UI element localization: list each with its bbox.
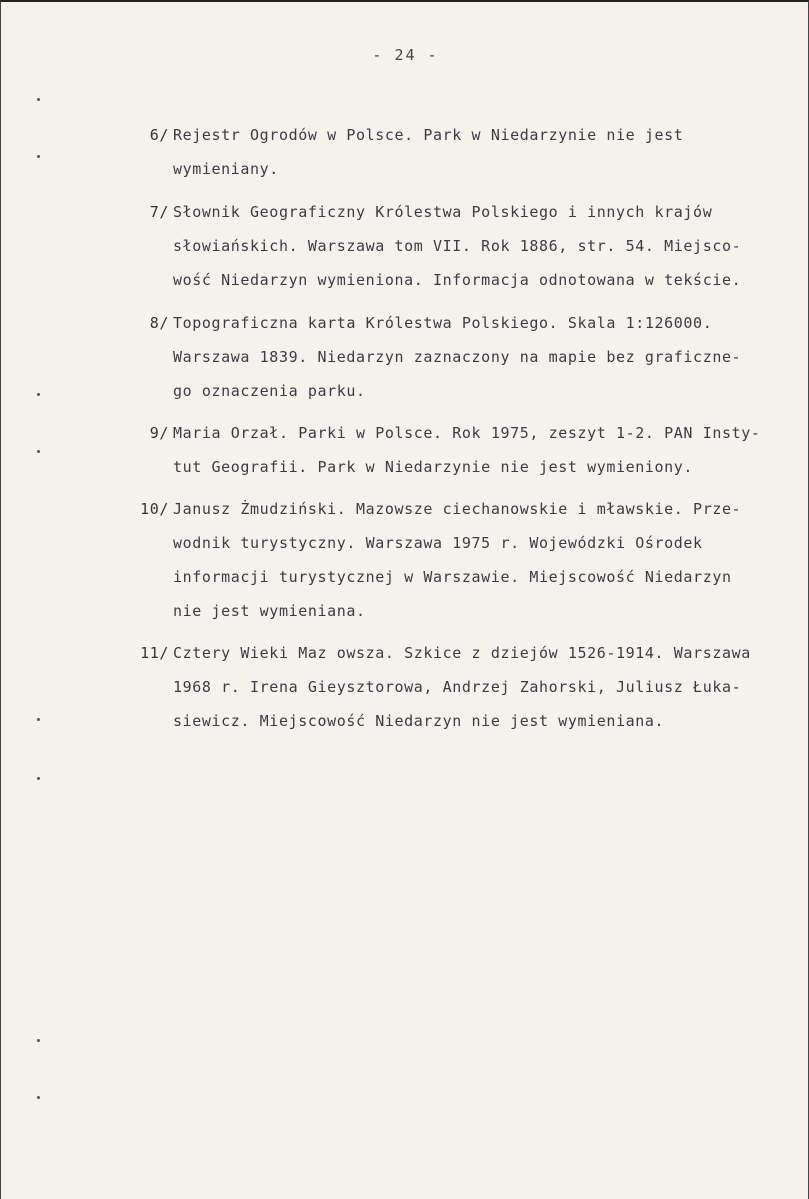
bibliography-entry-8 bbox=[121, 306, 791, 408]
entry-number: 6/ bbox=[149, 126, 169, 144]
entry-number: 9/ bbox=[149, 424, 169, 442]
entry-text-line: Rejestr Ogrodów w Polsce. Park w Niedarzynie nie jest bbox=[173, 126, 684, 144]
entry-text-line: Maria Orzał. Parki w Polsce. Rok 1975, zeszyt 1-2. PAN Insty- bbox=[173, 424, 761, 442]
entry-text-line: siewicz. Miejscowość Niedarzyn nie jest wymieniana. bbox=[173, 712, 665, 730]
entry-text-line: wymieniany. bbox=[173, 160, 279, 178]
bibliography-entry-6 bbox=[121, 118, 791, 186]
scan-speck bbox=[37, 718, 40, 721]
entry-text-line: informacji turystycznej w Warszawie. Miejscowość Niedarzyn bbox=[173, 568, 732, 586]
scan-speck bbox=[37, 777, 40, 780]
scan-speck bbox=[37, 98, 40, 101]
entry-text-line: go oznaczenia parku. bbox=[173, 382, 366, 400]
entry-number: 10/ bbox=[140, 500, 169, 518]
entry-text-line: nie jest wymieniana. bbox=[173, 602, 366, 620]
bibliography-entry-10 bbox=[121, 492, 791, 628]
entry-text-line: tut Geografii. Park w Niedarzynie nie jest wymieniony. bbox=[173, 458, 694, 476]
entry-text-line: Topograficzna karta Królestwa Polskiego. Skala 1:126000. bbox=[173, 314, 713, 332]
entry-text-line: słowiańskich. Warszawa tom VII. Rok 1886, str. 54. Miejsco- bbox=[173, 237, 742, 255]
page-number: - 24 - bbox=[372, 46, 439, 64]
bibliography-entry-9 bbox=[121, 416, 791, 484]
entry-text-line: Warszawa 1839. Niedarzyn zaznaczony na mapie bez graficzne- bbox=[173, 348, 742, 366]
scan-speck bbox=[37, 450, 40, 453]
bibliography-entry-11 bbox=[121, 636, 791, 738]
scan-speck bbox=[37, 1039, 40, 1042]
scan-speck bbox=[37, 155, 40, 158]
entry-text-line: wość Niedarzyn wymieniona. Informacja odnotowana w tekście. bbox=[173, 271, 742, 289]
entry-text-line: Cztery Wieki Maz owsza. Szkice z dziejów 1526-1914. Warszawa bbox=[173, 644, 751, 662]
bibliography-entry-7 bbox=[121, 195, 791, 297]
entry-text-line: Janusz Żmudziński. Mazowsze ciechanowskie i mławskie. Prze- bbox=[173, 500, 742, 518]
entry-number: 11/ bbox=[140, 644, 169, 662]
entry-text-line: wodnik turystyczny. Warszawa 1975 r. Wojewódzki Ośrodek bbox=[173, 534, 703, 552]
scan-speck bbox=[37, 1096, 40, 1099]
entry-text-line: 1968 r. Irena Gieysztorowa, Andrzej Zahorski, Juliusz Łuka- bbox=[173, 678, 742, 696]
entry-number: 7/ bbox=[149, 203, 169, 221]
entry-text-line: Słownik Geograficzny Królestwa Polskiego i innych krajów bbox=[173, 203, 713, 221]
entry-number: 8/ bbox=[149, 314, 169, 332]
scan-speck bbox=[37, 393, 40, 396]
